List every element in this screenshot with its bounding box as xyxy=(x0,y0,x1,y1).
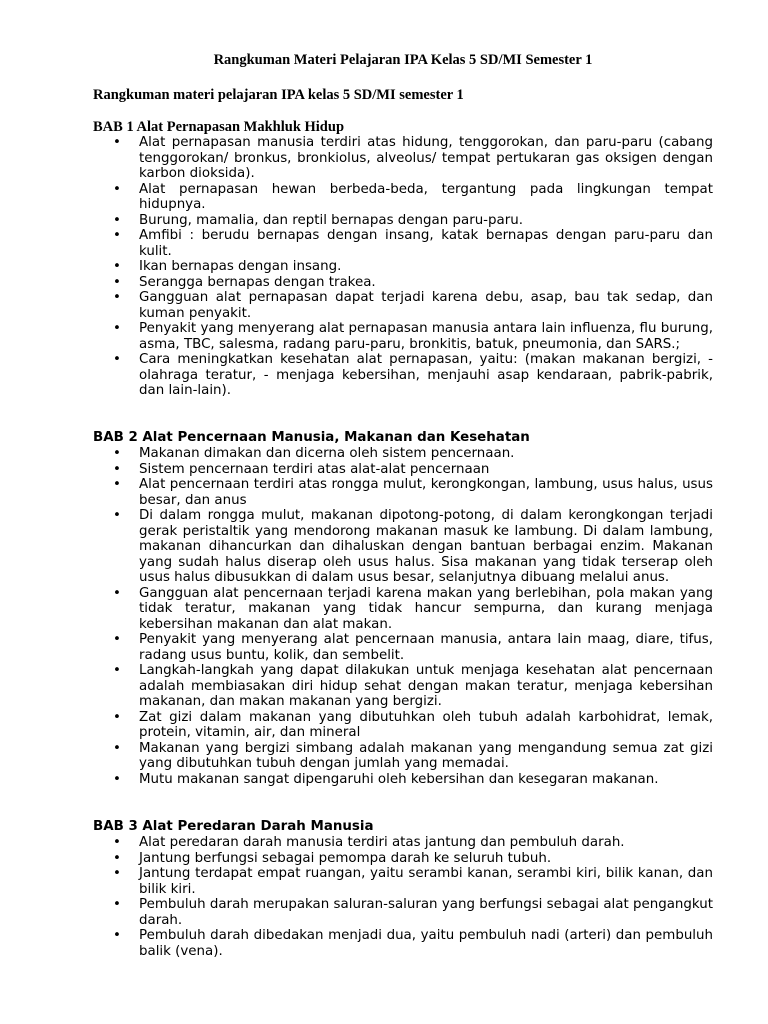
list-item: • Alat peredaran darah manusia terdiri atas jantung dan pembuluh darah. xyxy=(93,835,713,851)
bullet-list xyxy=(93,835,713,959)
list-item: • Jantung berfungsi sebagai pemompa darah ke seluruh tubuh. xyxy=(93,851,713,867)
list-item: • Sistem pencernaan terdiri atas alat-alat pencernaan xyxy=(93,462,713,478)
section-heading: BAB 1 Alat Pernapasan Makhluk Hidup xyxy=(93,119,345,135)
list-item: • Gangguan alat pernapasan dapat terjadi karena debu, asap, bau tak sedap, dan kuman penyakit. xyxy=(93,290,713,321)
list-item: • Jantung terdapat empat ruangan, yaitu serambi kanan, serambi kiri, bilik kanan, dan bilik kiri. xyxy=(93,866,713,897)
section-heading: BAB 2 Alat Pencernaan Manusia, Makanan dan Kesehatan xyxy=(93,430,530,445)
document-title: Rangkuman Materi Pelajaran IPA Kelas 5 SD/MI Semester 1 xyxy=(213,52,593,68)
list-item: • Makanan dimakan dan dicerna oleh sistem pencernaan. xyxy=(93,446,713,462)
bullet-list xyxy=(93,135,713,399)
list-item: • Mutu makanan sangat dipengaruhi oleh kebersihan dan kesegaran makanan. xyxy=(93,772,713,788)
bullet-list xyxy=(93,446,713,787)
list-item: • Makanan yang bergizi simbang adalah makanan yang mengandung semua zat gizi yang dibutuhkan tubuh dengan jumlah yang memadai. xyxy=(93,741,713,772)
list-item: • Penyakit yang menyerang alat pencernaan manusia, antara lain maag, diare, tifus, radang usus buntu, kolik, dan sembelit. xyxy=(93,632,713,663)
list-item: • Serangga bernapas dengan trakea. xyxy=(93,275,713,291)
list-item: • Gangguan alat pencernaan terjadi karena makan yang berlebihan, pola makan yang tidak teratur, makanan yang tidak hancur sempurna, dan kurang menjaga kebersihan makanan dan alat makan. xyxy=(93,586,713,633)
list-item: • Zat gizi dalam makanan yang dibutuhkan oleh tubuh adalah karbohidrat, lemak, protein, vitamin, air, dan mineral xyxy=(93,710,713,741)
list-item: • Langkah-langkah yang dapat dilakukan untuk menjaga kesehatan alat pencernaan adalah membiasakan diri hidup sehat dengan makan teratur, menjaga kebersihan makanan, dan makan makanan yang bergizi. xyxy=(93,663,713,710)
list-item: • Alat pernapasan manusia terdiri atas hidung, tenggorokan, dan paru-paru (cabang tenggorokan/ bronkus, bronkiolus, alveolus/ tempat pertukaran gas oksigen dengan karbon dioksida). xyxy=(93,135,713,182)
list-item: • Pembuluh darah dibedakan menjadi dua, yaitu pembuluh nadi (arteri) dan pembuluh balik (vena). xyxy=(93,928,713,959)
list-item: • Pembuluh darah merupakan saluran-saluran yang berfungsi sebagai alat pengangkut darah. xyxy=(93,897,713,928)
list-item: • Ikan bernapas dengan insang. xyxy=(93,259,713,275)
list-item: • Di dalam rongga mulut, makanan dipotong-potong, di dalam kerongkongan terjadi gerak peristaltik yang mendorong makanan masuk ke lambung. Di dalam lambung, makanan dihancurkan dan dihaluskan dengan bantuan berbagai enzim. Makanan yang sudah halus diserap oleh usus halus. Sisa makanan yang tidak terserap oleh usus halus dibusukkan di dalam usus besar, selanjutnya dibuang melalui anus. xyxy=(93,508,713,586)
document-subtitle: Rangkuman materi pelajaran IPA kelas 5 SD/MI semester 1 xyxy=(93,87,464,103)
section-bab-3 xyxy=(93,819,713,959)
list-item: • Cara meningkatkan kesehatan alat pernapasan, yaitu: (makan makanan bergizi, - olahraga teratur, - menjaga kebersihan, menjauhi asap kendaraan, pabrik-pabrik, dan lain-lain). xyxy=(93,352,713,399)
section-bab-2 xyxy=(93,430,713,787)
section-heading: BAB 3 Alat Peredaran Darah Manusia xyxy=(93,819,374,834)
list-item: • Alat pernapasan hewan berbeda-beda, tergantung pada lingkungan tempat hidupnya. xyxy=(93,182,713,213)
list-item: • Alat pencernaan terdiri atas rongga mulut, kerongkongan, lambung, usus halus, usus besar, dan anus xyxy=(93,477,713,508)
list-item: • Burung, mamalia, dan reptil bernapas dengan paru-paru. xyxy=(93,213,713,229)
section-bab-1 xyxy=(93,119,713,399)
list-item: • Amfibi : berudu bernapas dengan insang, katak bernapas dengan paru-paru dan kulit. xyxy=(93,228,713,259)
list-item: • Penyakit yang menyerang alat pernapasan manusia antara lain influenza, flu burung, asma, TBC, salesma, radang paru-paru, bronkitis, batuk, pneumonia, dan SARS.; xyxy=(93,321,713,352)
